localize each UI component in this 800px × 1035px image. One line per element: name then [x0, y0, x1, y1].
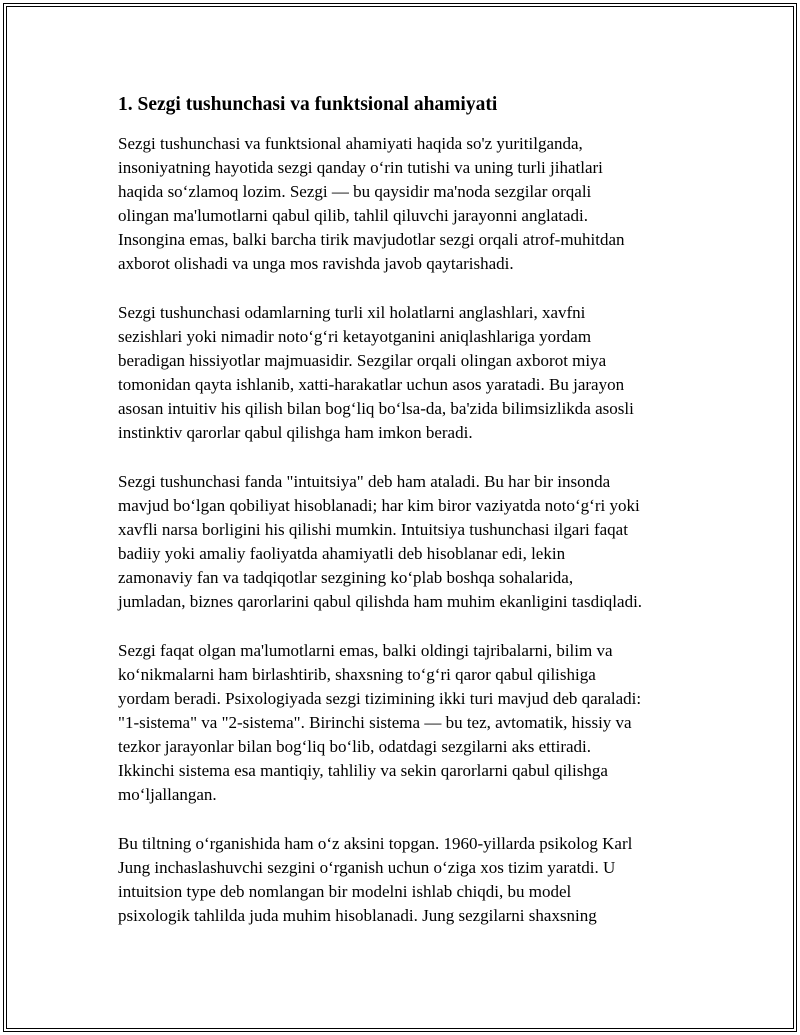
- paragraph-1: [118, 132, 693, 276]
- text-line: badiiy yoki amaliy faoliyatda ahamiyatli deb hisoblanar edi, lekin: [118, 544, 566, 563]
- text-line: tomonidan qayta ishlanib, xatti-harakatlar uchun asos yaratadi. Bu jarayon: [118, 375, 625, 394]
- text-line: tezkor jarayonlar bilan bogʻliq boʻlib, odatdagi sezgilarni aks ettiradi.: [118, 737, 592, 756]
- text-line: Sezgi tushunchasi va funktsional ahamiyati haqida so'z yuritilganda,: [118, 134, 583, 153]
- document-body: [118, 92, 693, 953]
- text-line: "1-sistema" va "2-sistema". Birinchi sistema — bu tez, avtomatik, hissiy va: [118, 713, 632, 732]
- text-line: asosan intuitiv his qilish bilan bogʻliq boʻlsa-da, ba'zida bilimsizlikda asosli: [118, 399, 634, 418]
- text-line: xavfli narsa borligini his qilishi mumkin. Intuitsiya tushunchasi ilgari faqat: [118, 520, 628, 539]
- text-line: jumladan, biznes qarorlarini qabul qilishda ham muhim ekanligini tasdiqladi.: [118, 592, 643, 611]
- text-line: sezishlari yoki nimadir notoʻgʻri ketayotganini aniqlashlariga yordam: [118, 327, 592, 346]
- text-line: koʻnikmalarni ham birlashtirib, shaxsning toʻgʻri qaror qabul qilishiga: [118, 665, 596, 684]
- text-line: Jung inchaslashuvchi sezgini oʻrganish uchun oʻziga xos tizim yaratdi. U: [118, 858, 616, 877]
- text-line: mavjud boʻlgan qobiliyat hisoblanadi; har kim biror vaziyatda notoʻgʻri yoki: [118, 496, 640, 515]
- text-line: Sezgi faqat olgan ma'lumotlarni emas, balki oldingi tajribalarni, bilim va: [118, 641, 613, 660]
- section-heading: 1. Sezgi tushunchasi va funktsional ahamiyati: [118, 94, 498, 115]
- text-line: insoniyatning hayotida sezgi qanday oʻrin tutishi va uning turli jihatlari: [118, 158, 603, 177]
- text-line: Bu tiltning oʻrganishida ham oʻz aksini topgan. 1960-yillarda psikolog Karl: [118, 834, 633, 853]
- text-line: olingan ma'lumotlarni qabul qilib, tahlil qiluvchi jarayonni anglatadi.: [118, 206, 588, 225]
- text-line: Sezgi tushunchasi odamlarning turli xil holatlarni anglashlari, xavfni: [118, 303, 586, 322]
- paragraph-5: [118, 832, 693, 928]
- text-line: Insongina emas, balki barcha tirik mavjudotlar sezgi orqali atrof-muhitdan: [118, 230, 625, 249]
- paragraph-list: [118, 132, 693, 928]
- text-line: instinktiv qarorlar qabul qilishga ham imkon beradi.: [118, 423, 473, 442]
- text-line: zamonaviy fan va tadqiqotlar sezgining koʻplab boshqa sohalarida,: [118, 568, 574, 587]
- text-line: yordam beradi. Psixologiyada sezgi tizimining ikki turi mavjud deb qaraladi:: [118, 689, 642, 708]
- paragraph-2: [118, 301, 693, 445]
- text-line: haqida soʻzlamoq lozim. Sezgi — bu qaysidir ma'noda sezgilar orqali: [118, 182, 592, 201]
- paragraph-3: [118, 470, 693, 614]
- paragraph-4: [118, 639, 693, 807]
- text-line: intuitsion type deb nomlangan bir modelni ishlab chiqdi, bu model: [118, 882, 572, 901]
- text-line: moʻljallangan.: [118, 785, 217, 804]
- text-line: psixologik tahlilda juda muhim hisoblanadi. Jung sezgilarni shaxsning: [118, 906, 597, 925]
- text-line: Ikkinchi sistema esa mantiqiy, tahliliy va sekin qarorlarni qabul qilishga: [118, 761, 608, 780]
- text-line: axborot olishadi va unga mos ravishda javob qaytarishadi.: [118, 254, 514, 273]
- text-line: Sezgi tushunchasi fanda "intuitsiya" deb ham ataladi. Bu har bir insonda: [118, 472, 611, 491]
- text-line: beradigan hissiyotlar majmuasidir. Sezgilar orqali olingan axborot miya: [118, 351, 607, 370]
